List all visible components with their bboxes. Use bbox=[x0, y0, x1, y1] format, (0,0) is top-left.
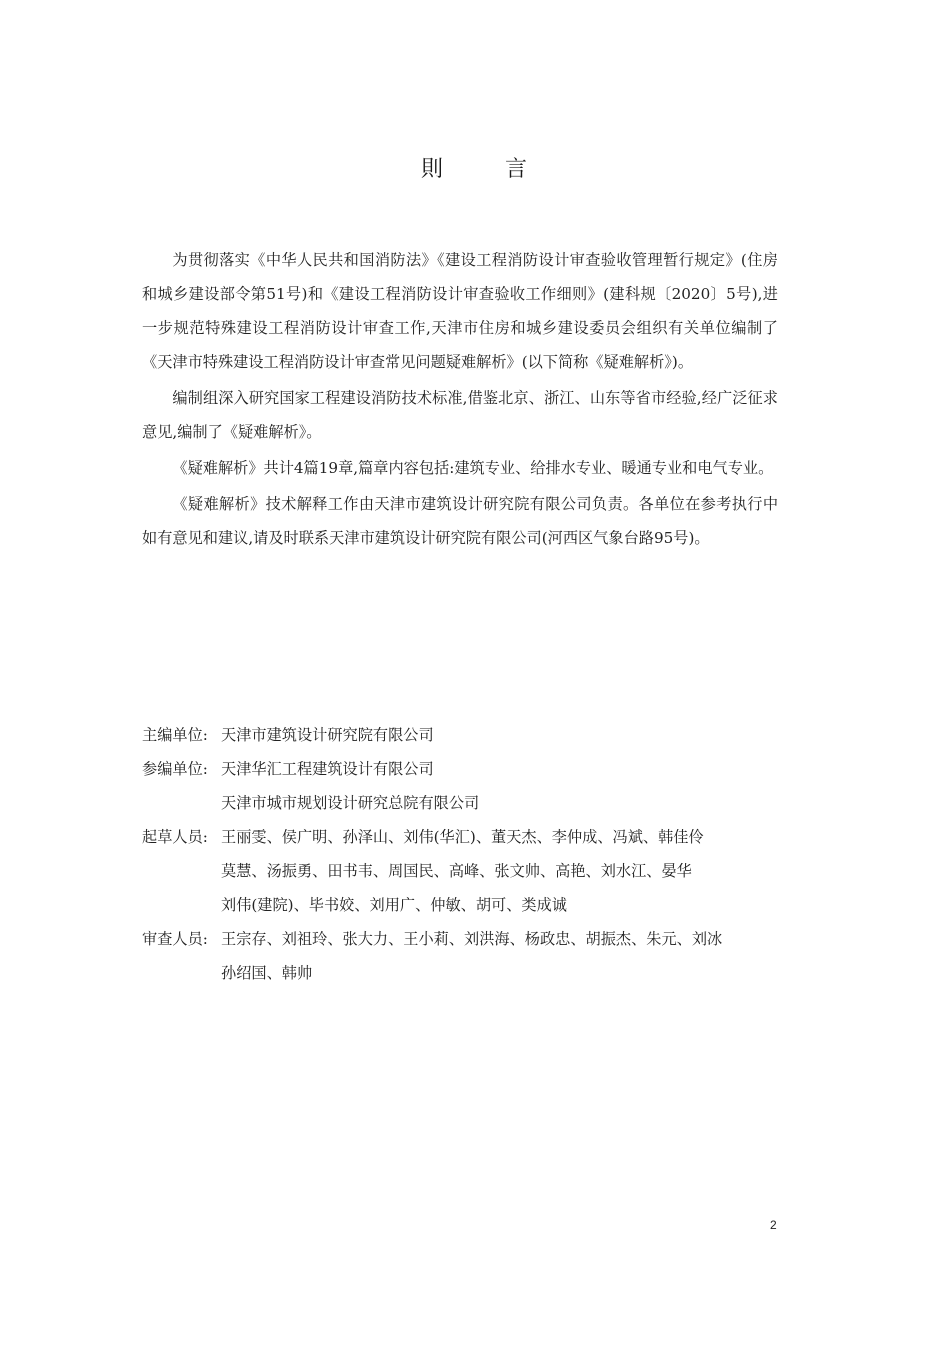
paragraph-4: 《疑难解析》技术解释工作由天津市建筑设计研究院有限公司负责。各单位在参考执行中如有意见和建议,请及时联系天津市建筑设计研究院有限公司(河西区气象台路95号)。 bbox=[142, 495, 778, 547]
drafters-line: 莫慧、汤振勇、田书韦、周国民、高峰、张文帅、高艳、刘水江、晏华 bbox=[221, 862, 692, 880]
paragraph-1: 为贯彻落实《中华人民共和国消防法》《建设工程消防设计审查验收管理暂行规定》(住房和城乡建设部令第51号)和《建设工程消防设计审查验收工作细则》(建科规〔2020〕5号),进一步规范特殊建设工程消防设计审查工作,天津市住房和城乡建设委员会组织有关单位编制了《天津市特殊建设工程消防设计审查常见问题疑难解析》(以下简称《疑难解析》)。 bbox=[142, 251, 778, 371]
chief-unit-line: 天津市建筑设计研究院有限公司 bbox=[221, 726, 434, 744]
participating-units-label: 参编单位: bbox=[142, 760, 208, 778]
participating-unit-line: 天津华汇工程建筑设计有限公司 bbox=[221, 760, 434, 778]
reviewers-line: 王宗存、刘祖玲、张大力、王小莉、刘洪海、杨政忠、胡振杰、朱元、刘冰 bbox=[221, 930, 723, 948]
drafters-label: 起草人员: bbox=[142, 828, 208, 846]
drafters-line: 王丽雯、侯广明、孙泽山、刘伟(华汇)、董天杰、李仲成、冯斌、韩佳伶 bbox=[221, 828, 704, 846]
chief-unit-row bbox=[142, 718, 792, 752]
drafters-row bbox=[142, 820, 792, 922]
title-char-2: 言 bbox=[505, 157, 530, 182]
reviewers-lines bbox=[221, 922, 792, 990]
paragraph-2: 编制组深入研究国家工程建设消防技术标准,借鉴北京、浙江、山东等省市经验,经广泛征求意见,编制了《疑难解析》。 bbox=[142, 389, 778, 441]
chief-unit-label: 主编单位: bbox=[142, 726, 208, 744]
participating-units-row bbox=[142, 752, 792, 820]
paragraph-3: 《疑难解析》共计4篇19章,篇章内容包括:建筑专业、给排水专业、暖通专业和电气专业。 bbox=[172, 459, 774, 477]
drafters-line: 刘伟(建院)、毕书姣、刘用广、仲敏、胡可、类成诚 bbox=[221, 896, 567, 914]
chief-unit-lines bbox=[221, 718, 792, 752]
participating-units-lines bbox=[221, 752, 792, 820]
page-title bbox=[0, 152, 950, 183]
reviewers-label: 审查人员: bbox=[142, 930, 208, 948]
preface-body bbox=[142, 243, 778, 557]
drafters-lines bbox=[221, 820, 792, 922]
page-number: 2 bbox=[770, 1218, 777, 1232]
reviewers-row bbox=[142, 922, 792, 990]
credits-section bbox=[142, 718, 792, 990]
title-char-1: 則 bbox=[420, 157, 445, 182]
participating-unit-line: 天津市城市规划设计研究总院有限公司 bbox=[221, 794, 480, 812]
reviewers-line: 孙绍国、韩帅 bbox=[221, 964, 313, 982]
